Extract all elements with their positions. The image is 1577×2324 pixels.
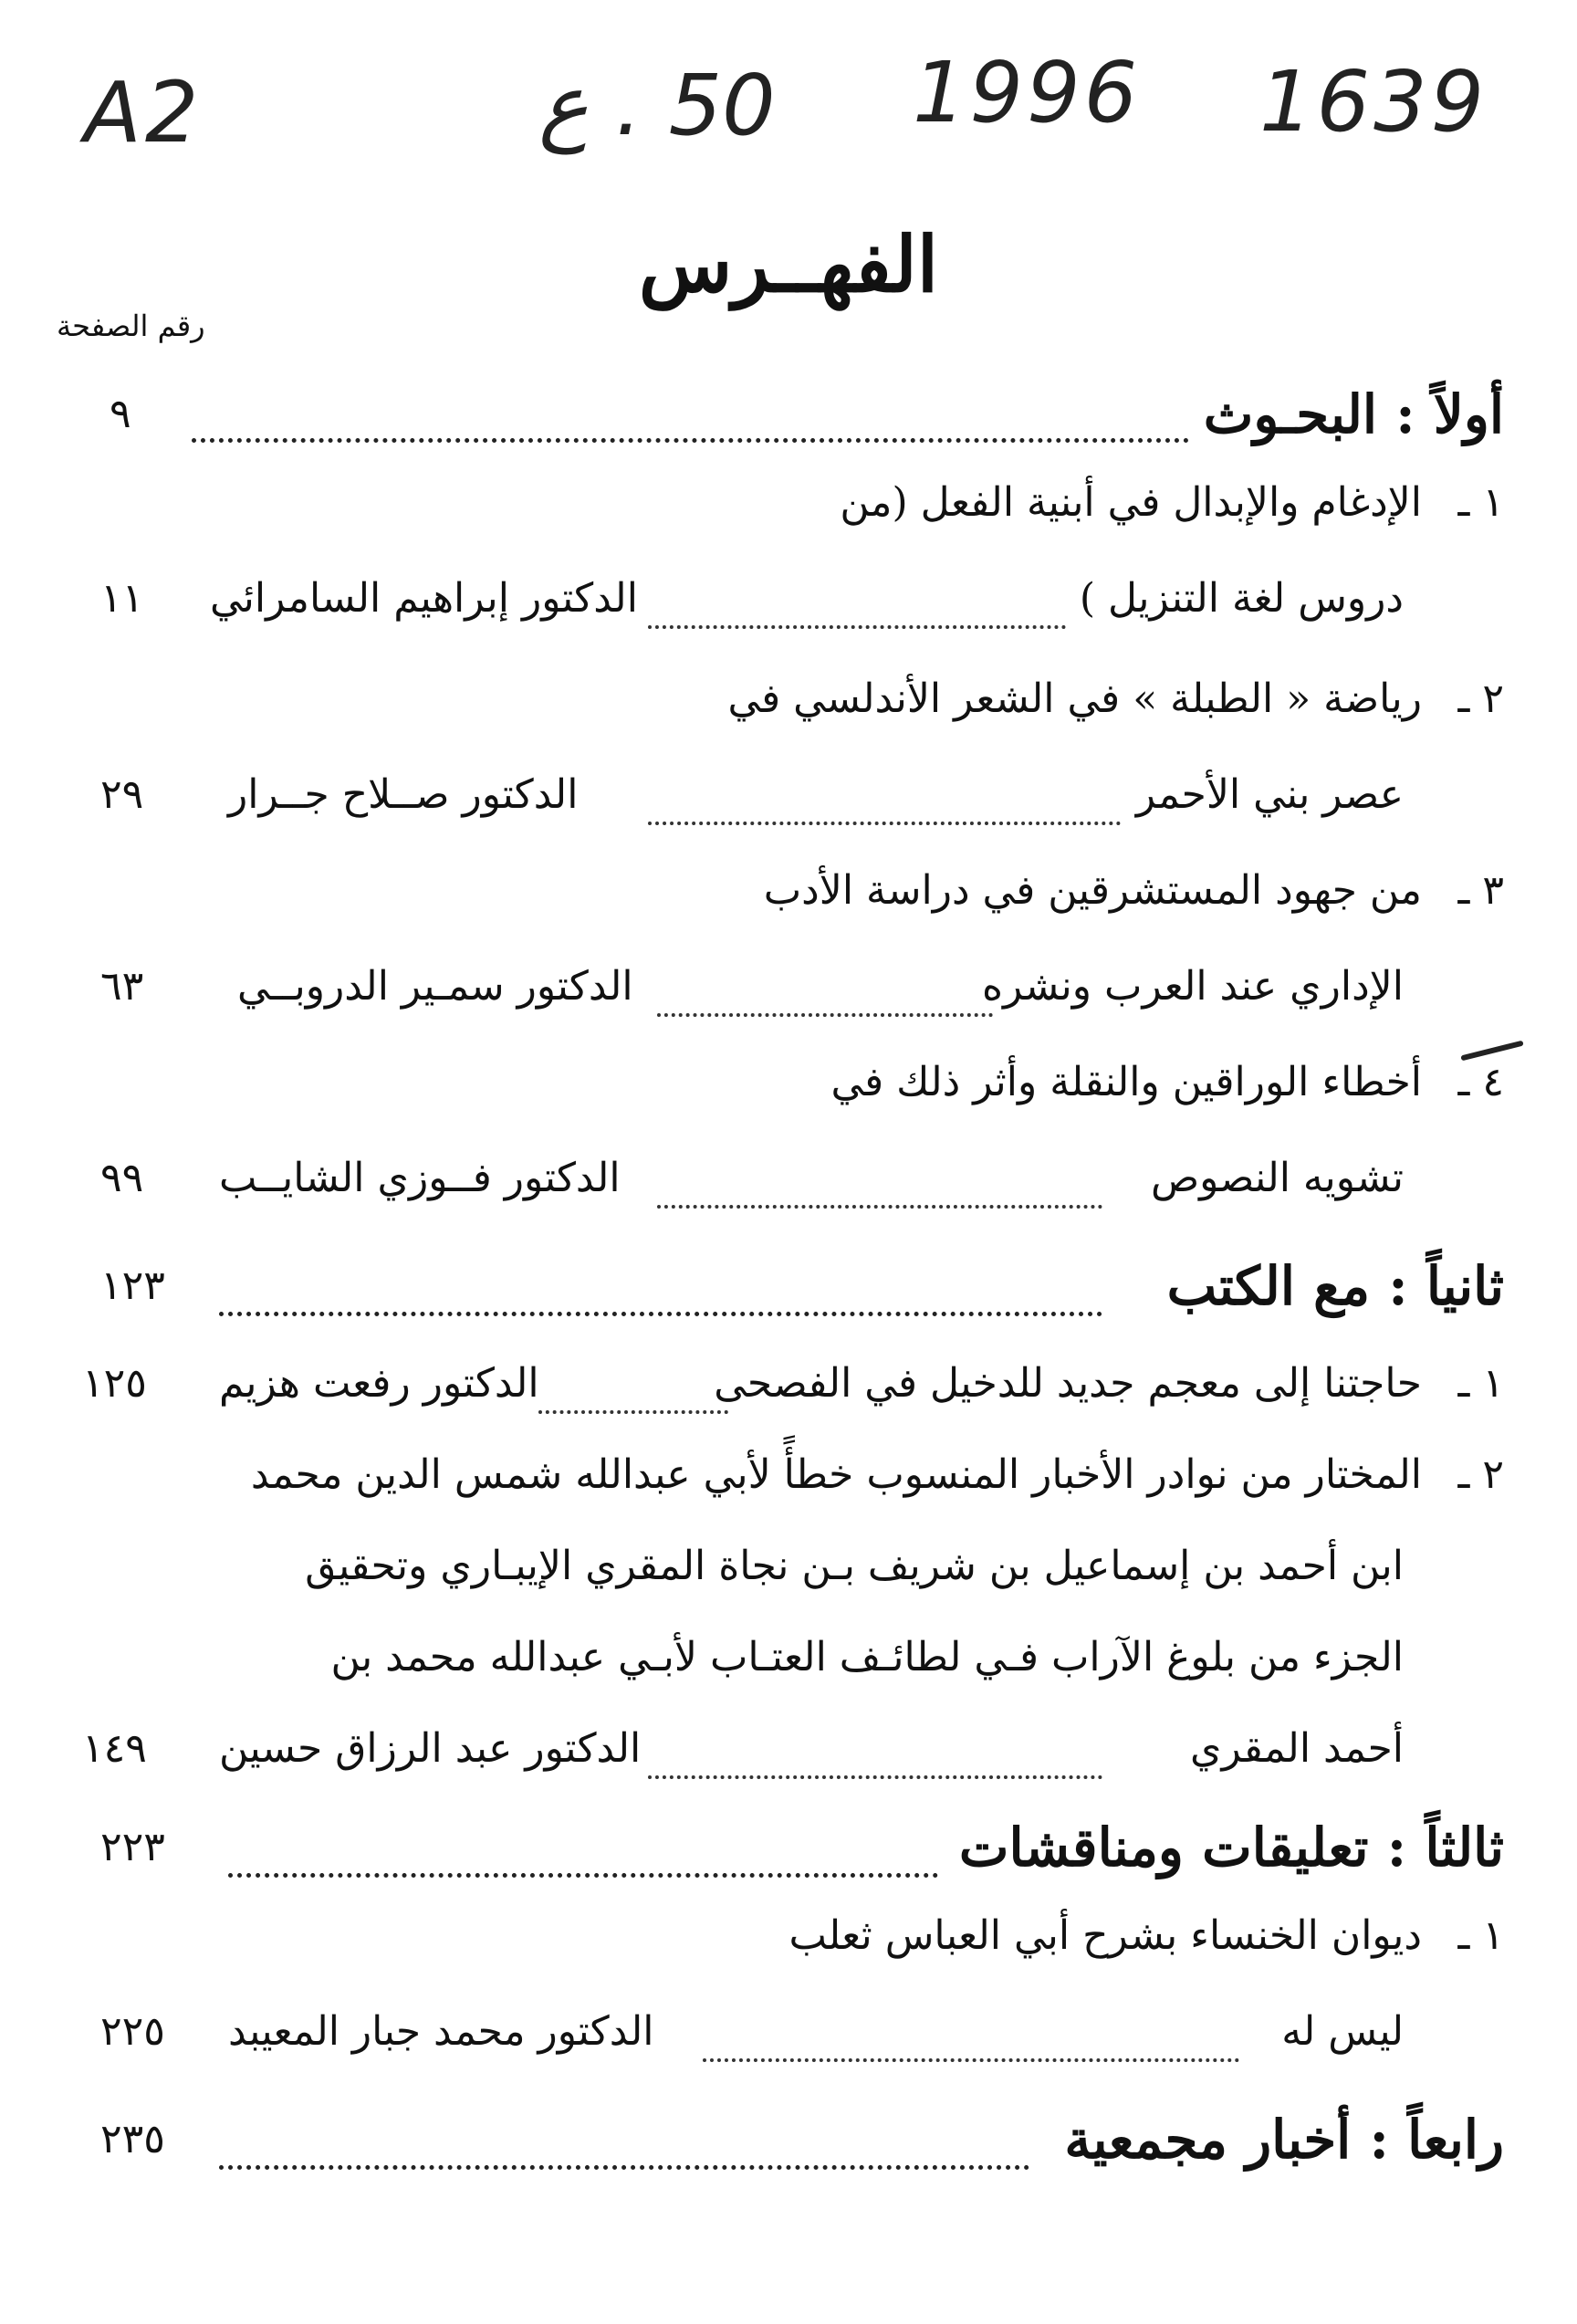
toc-entry-line [82,1543,1504,1625]
toc-entry-line [82,867,1504,949]
toc-entry-line [82,479,1504,561]
dot-leader [648,625,1066,629]
entry-title-line: الجزء من بلوغ الآراب فـي لطائـف العتـاب لأبـي عبدالله محمد بن [330,1634,1404,1680]
entry-page-number: ٦٣ [100,963,144,1010]
toc-entry-line [82,771,1504,853]
section-heading-row [82,1255,1504,1337]
toc-entry-line [82,1725,1504,1807]
toc-entry-line [82,675,1504,758]
dot-leader [192,438,1189,443]
annotation-a2: A2 [84,64,203,162]
dot-leader [219,1312,1102,1316]
section-heading-row [82,383,1504,466]
section-page-number: ٩ [110,391,131,437]
entry-title-line: ليس له [1281,2008,1404,2055]
toc-entry-line [82,2008,1504,2090]
entry-author: الدكتور رفعت هزيم [219,1360,539,1407]
dot-leader [228,1873,938,1878]
entry-page-number: ١١ [100,575,144,622]
section-heading: ثالثاً : تعليقات ومناقشات [958,1816,1504,1879]
annotation-year: 1996 [913,44,1142,141]
section-page-number: ١٢٣ [100,1262,165,1309]
entry-title-line: تشويه النصوص [1150,1155,1404,1201]
section-heading: ثانياً : مع الكتب [1166,1255,1504,1317]
entry-number: ١ ـ [1457,1360,1504,1407]
entry-title-line: الإداري عند العرب ونشره [981,963,1404,1010]
section-heading: أولاً : البحـوث [1203,383,1504,445]
section-page-number: ٢٣٥ [100,2116,165,2162]
dot-leader [657,1013,993,1017]
entry-author: الدكتور فــوزي الشايــب [219,1155,621,1201]
entry-number: ٣ ـ [1457,867,1504,914]
entry-page-number: ٢٩ [100,771,144,818]
entry-number: ١ ـ [1457,479,1504,526]
entry-title-line: أحمد المقري [1190,1725,1404,1772]
toc-entry-line [82,1451,1504,1534]
entry-title-line: حاجتنا إلى معجم جديد للدخيل في الفصحى [714,1360,1422,1407]
toc-entry-line [82,1360,1504,1442]
entry-page-number: ٩٩ [100,1155,144,1201]
entry-title-line: ابن أحمد بن إسماعيل بن شريف بـن نجاة المقري الإيبـاري وتحقيق [305,1543,1404,1589]
entry-number: ٢ ـ [1457,1451,1504,1498]
section-heading: رابعاً : أخبار مجمعية [1064,2109,1504,2171]
dot-leader [648,1775,1102,1779]
dot-leader [703,2058,1239,2062]
entry-title-line: ديوان الخنساء بشرح أبي العباس ثعلب [788,1912,1422,1959]
entry-author: الدكتور محمد جبار المعيبد [228,2008,654,2055]
toc-entry-line [82,1912,1504,1994]
annotation-code: 50 . ع [538,57,776,154]
entry-page-number: ١٤٩ [82,1725,147,1772]
toc-entry-line [82,1155,1504,1237]
entry-title-line: دروس لغة التنزيل ) [1079,575,1404,622]
dot-leader [538,1410,728,1414]
section-heading-row [82,2109,1504,2191]
toc-entry-line [82,1059,1504,1141]
entry-number: ٢ ـ [1457,675,1504,722]
entry-number: ١ ـ [1457,1912,1504,1959]
entry-title-line: المختار من نوادر الأخبار المنسوب خطأً لأبي عبدالله شمس الدين محمد [250,1451,1422,1498]
entry-title-line: الإدغام والإبدال في أبنية الفعل (من [840,479,1422,526]
section-page-number: ٢٢٣ [100,1824,165,1870]
entry-page-number: ١٢٥ [82,1360,147,1407]
page-title: الفهــرس [638,219,939,309]
dot-leader [648,822,1121,825]
dot-leader [219,2165,1029,2170]
toc-entry-line [82,575,1504,657]
section-heading-row [82,1816,1504,1899]
entry-title-line: أخطاء الوراقين والنقلة وأثر ذلك في [830,1059,1422,1105]
annotation-number: 1639 [1259,53,1488,151]
toc-entry-line [82,1634,1504,1716]
toc-entry-line [82,963,1504,1045]
entry-title-line: من جهود المستشرقين في دراسة الأدب [763,867,1422,914]
entry-page-number: ٢٢٥ [100,2008,165,2055]
entry-title-line: رياضة « الطبلة » في الشعر الأندلسي في [727,675,1422,722]
entry-number: ٤ ـ [1457,1059,1504,1105]
entry-title-line: عصر بني الأحمر [1135,771,1404,818]
page-number-column-label: رقم الصفحة [57,309,205,343]
entry-author: الدكتور صــلاح جــرار [228,771,579,818]
dot-leader [657,1205,1102,1209]
entry-author: الدكتور سمـير الدروبــي [237,963,633,1010]
entry-author: الدكتور إبراهيم السامرائي [210,575,638,622]
entry-author: الدكتور عبد الرزاق حسين [219,1725,642,1772]
